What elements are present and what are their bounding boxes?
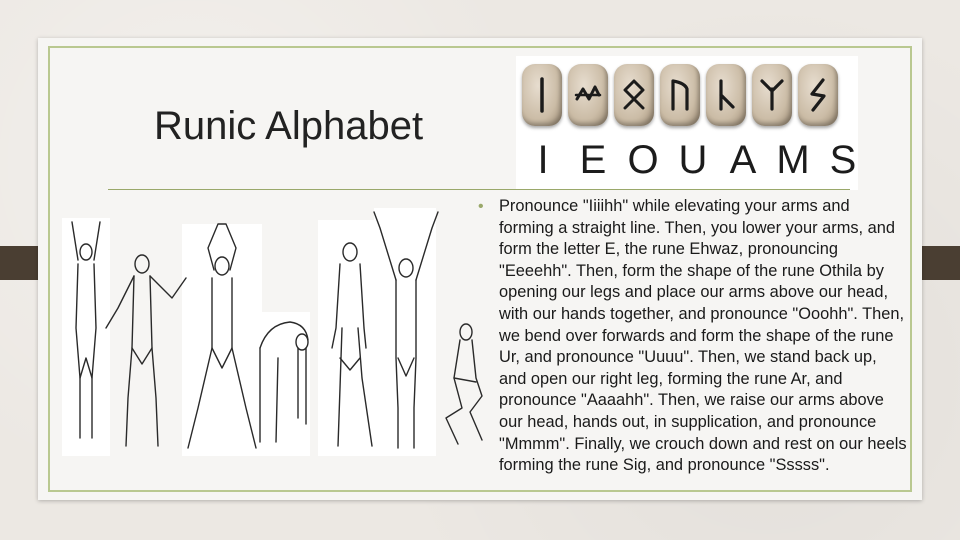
figure-othila [188,224,256,448]
rune-letters-row [524,138,862,182]
description-paragraph: Pronounce "Iiiihh" while elevating your arms and forming a straight line. Then, you lower your arms, and form the letter E, the rune Ehwaz, pronouncing "Eeeehh". Then, form the shape of the rune Othila by opening our legs and place our arms above our head, with our hands together, and pronounce "Ooohh". Then, we bend over forwards and form the shape of the rune Ur, and pronounce "Uuuu". Then, we stand back up, and open our right leg, forming the rune Ar, and pronounce "Aaaahh". Then, we raise our arms above our head, hands out, in supplication, and pronounce "Mmmm". Finally, we crouch down and rest on our heels forming the rune Sig, and pronounce "Sssss". [499,197,907,475]
rune-sig-icon [803,75,833,115]
figure-isa [72,222,100,438]
rune-letter: A [729,138,757,182]
rune-isa-icon [530,75,554,115]
rune-stone-isa [522,64,562,126]
figure-ur [260,322,308,442]
rune-letter: E [579,138,607,182]
rune-letter: I [537,138,549,182]
rune-stone-sig [798,64,838,126]
rune-stones-row [522,64,838,126]
rune-stone-ur [660,64,700,126]
figure-sig [446,324,482,444]
rune-ehwaz-icon [573,75,603,115]
rune-letter: O [627,138,659,182]
title-divider [108,189,850,190]
rune-stone-ehwaz [568,64,608,126]
rune-letter: M [776,138,810,182]
rune-letter: U [678,138,708,182]
rune-letter: S [829,138,857,182]
posture-figures-illustration [62,208,494,462]
rune-ar-icon [711,75,741,115]
rune-ur-icon [665,75,695,115]
rune-man-icon [757,75,787,115]
figure-man [374,212,438,448]
rune-stone-othila [614,64,654,126]
left-side-tab [0,246,40,280]
figure-ehwaz [106,255,186,446]
figure-ar [332,243,372,446]
description-text-block [478,196,908,477]
bullet-icon: • [478,198,484,215]
rune-othila-icon [619,75,649,115]
rune-stone-ar [706,64,746,126]
right-side-tab [916,246,960,280]
rune-posture-figures [62,208,494,462]
slide-title: Runic Alphabet [154,104,424,148]
rune-stone-man [752,64,792,126]
